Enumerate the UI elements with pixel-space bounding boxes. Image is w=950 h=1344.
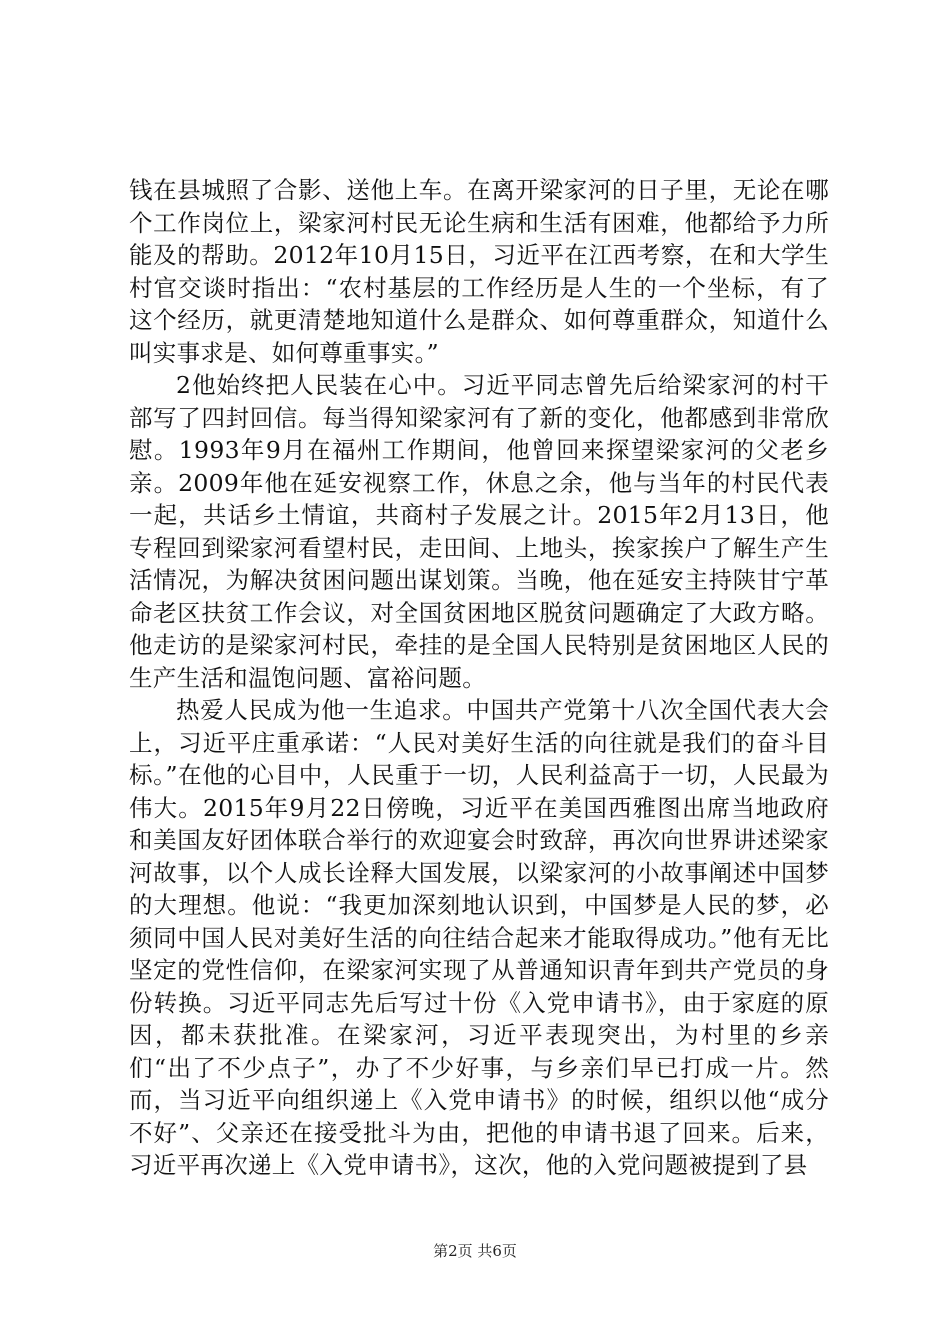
body-text <box>129 174 829 1182</box>
paragraph-2: 2他始终把人民装在心中。习近平同志曾先后给梁家河的村干部写了四封回信。每当得知梁家河有了新的变化，他都感到非常欣慰。1993年9月在福州工作期间，他曾回来探望梁家河的父老乡亲。2009年他在延安视察工作，休息之余，他与当年的村民代表一起，共话乡土情谊，共商村子发展之计。2015年2月13日，他专程回到梁家河看望村民，走田间、上地头，挨家挨户了解生产生活情况，为解决贫困问题出谋划策。当晚，他在延安主持陕甘宁革命老区扶贫工作会议，对全国贫困地区脱贫问题确定了大政方略。他走访的是梁家河村民，牵挂的是全国人民特别是贫困地区人民的生产生活和温饱问题、富裕问题。 <box>129 371 829 692</box>
paragraph-3: 热爱人民成为他一生追求。中国共产党第十八次全国代表大会上，习近平庄重承诺：“人民对美好生活的向往就是我们的奋斗目标。”在他的心目中，人民重于一切，人民利益高于一切，人民最为伟大。2015年9月22日傍晚，习近平在美国西雅图出席当地政府和美国友好团体联合举行的欢迎宴会时致辞，再次向世界讲述梁家河故事，以个人成长诠释大国发展，以梁家河的小故事阐述中国梦的大理想。他说：“我更加深刻地认识到，中国梦是人民的梦，必须同中国人民对美好生活的向往结合起来才能取得成功。”他有无比坚定的党性信仰，在梁家河实现了从普通知识青年到共产党员的身份转换。习近平同志先后写过十份《入党申请书》，由于家庭的原因，都未获批准。在梁家河，习近平表现突出，为村里的乡亲们“出了不少点子”，办了不少好事，与乡亲们早已打成一片。然而，当习近平向组织递上《入党申请书》的时候，组织以他“成分不好”、父亲还在接受批斗为由，把他的申请书退了回来。后来，习近平再次递上《入党申请书》，这次，他的入党问题被提到了县 <box>129 696 829 1179</box>
paragraph-continuation: 钱在县城照了合影、送他上车。在离开梁家河的日子里，无论在哪个工作岗位上，梁家河村民无论生病和生活有困难，他都给予力所能及的帮助。2012年10月15日，习近平在江西考察，在和大学生村官交谈时指出：“农村基层的工作经历是人生的一个坐标，有了这个经历，就更清楚地知道什么是群众、如何尊重群众，知道什么叫实事求是、如何尊重事实。” <box>129 176 829 367</box>
page-footer: 第2页 共6页 <box>433 1242 517 1260</box>
